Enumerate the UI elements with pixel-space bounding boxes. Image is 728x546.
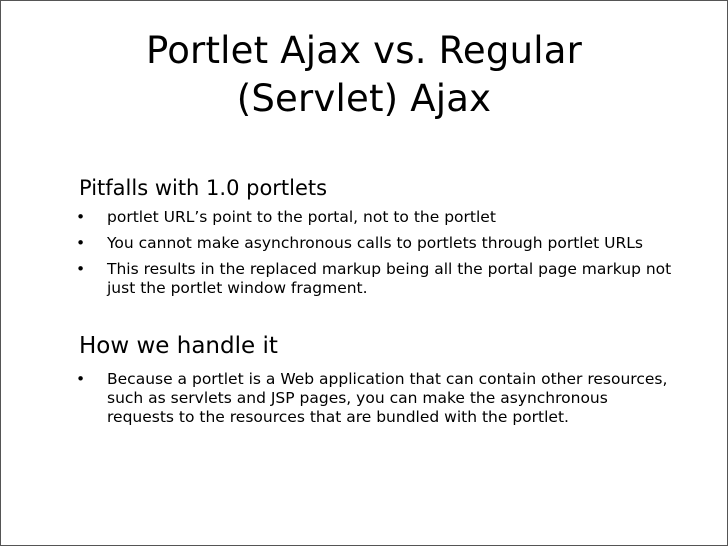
bullet-text: Because a portlet is a Web application that can contain other resources, such as servlets and JSP pages, you can make the asynchronous requests to the resources that are bundled with the portlet. (107, 370, 668, 426)
bullet-icon: • (76, 208, 86, 226)
bullet-item (76, 370, 679, 427)
bullet-text: You cannot make asynchronous calls to portlets through portlet URLs (107, 234, 643, 252)
bullet-text: This results in the replaced markup being all the portal page markup not just the portlet window fragment. (107, 260, 672, 297)
handle-bullet-list (76, 370, 679, 434)
section-heading-pitfalls: Pitfalls with 1.0 portlets (79, 176, 328, 200)
bullet-icon: • (76, 260, 86, 278)
bullet-icon: • (76, 370, 86, 388)
section-heading-how-we-handle: How we handle it (79, 333, 278, 359)
bullet-text: portlet URL’s point to the portal, not to the portlet (107, 208, 496, 226)
bullet-item (76, 260, 679, 298)
bullet-icon: • (76, 234, 86, 252)
slide-title (1, 27, 727, 123)
bullet-item (76, 234, 679, 253)
title-line-2: (Servlet) Ajax (236, 77, 492, 120)
pitfalls-bullet-list (76, 208, 679, 305)
title-line-1: Portlet Ajax vs. Regular (146, 29, 582, 72)
bullet-item (76, 208, 679, 227)
